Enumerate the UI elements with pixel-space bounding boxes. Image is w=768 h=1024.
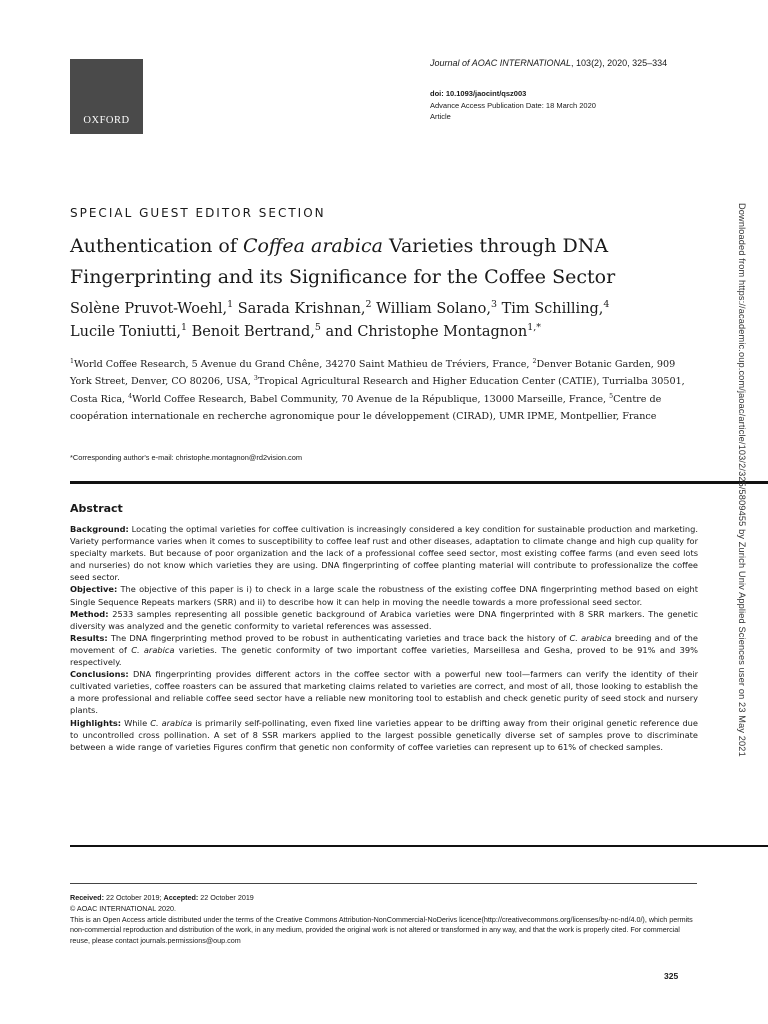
abstract-method: Method: 2533 samples representing all possible genetic background of Arabica varieties were DNA fingerprinted with 8 SRR markers. The genetic diversity was analyzed and the genetic conformity to varietal references was assessed.: [70, 608, 698, 631]
abstract-highlights: Highlights: While C. arabica is primarily self-pollinating, even fixed line varieties appear to be drifting away from their original genetic reference due to uncontrolled cross pollination. A set of 8 SSR markers applied to the largest possible genetically diverse set of samples prove to discriminate between a wide range of varieties Figures confirm that genetic non conformity of coffee varieties can represent up to 61% of checked samples.: [70, 717, 698, 752]
title-part: Varieties through DNA Fingerprinting and its Significance for the Coffee Sector: [70, 235, 616, 288]
article-meta: [430, 88, 596, 123]
abstract-background: Background: Locating the optimal varieties for coffee cultivation is increasingly considered a key condition for sustainable production and marketing. Variety performance varies when it comes to susceptibility to coffee leaf rust and other diseases, adaptation to climate change and high cup quality for specialty markets. But because of poor organization and the lack of a professional coffee seed sector, most existing coffee farms (and even seed lots and nurseries) do not know which varieties they are using. DNA fingerprinting of coffee planting material will contribute to professionalize the coffee seed sector.: [70, 524, 698, 583]
page-number: 325: [664, 971, 679, 981]
abstract-body: [70, 523, 698, 753]
author: Benoit Bertrand,$^5$: [187, 322, 321, 340]
affiliation: Tropical Agricultural Research and Higher Education Center (CATIE), Turrialba 30501, Costa Rica,: [70, 376, 685, 405]
access-date: Advance Access Publication Date: 18 March 2020: [430, 100, 596, 110]
abstract-conclusions: Conclusions: DNA fingerprinting provides different actors in the coffee sector with a powerful new tool—farmers can verify the identity of their cultivated varieties, coffee roasters can be assured that marketing claims related to varieties are correct, and most of all, those looking to establish the a more professional and reliable coffee seed sector have a reliable new monitoring tool to establish and check genetic purity of seed stock and nursery plants.: [70, 669, 698, 716]
author: William Solano,$^3$: [371, 299, 497, 317]
author: Lucile Toniutti,$^1$: [70, 322, 188, 340]
journal-volume: , 103(2), 2020, 325–334: [571, 58, 668, 68]
footer-notes: [70, 893, 698, 947]
author: Solène Pruvot-Woehl,$^1$: [70, 299, 234, 317]
affiliations: $^1$World Coffee Research, 5 Avenue du Grand Chêne, 34270 Saint Mathieu de Tréviers, France, $^2$Denver Botanic Garden, 909 York Street, Denver, CO 80206, USA, $^3$Tropical Agricultural Research and Higher Education Center (CATIE), Turrialba 30501, Costa Rica, $^4$World Coffee Research, Babel Community, 70 Avenue de la République, 13000 Marseille, France, $^5$Centre de coopération internationale en recherche agronomique pour le développement (CIRAD), UMR IPME, Montpellier, France: [70, 357, 685, 422]
affiliation: Denver Botanic Garden, 909 York Street, Denver, CO 80206, USA,: [70, 359, 676, 388]
corresponding-author: *Corresponding author's e-mail: christophe.montagnon@rd2vision.com: [70, 453, 302, 462]
abstract-results: Results: The DNA fingerprinting method proved to be robust in authenticating varieties and trace back the history of C. arabica breeding and of the movement of C. arabica varieties. The genetic conformity of two important coffee varieties, Marseillesa and Gesha, proved to be 91% and 39% respectively.: [70, 632, 698, 668]
copyright: © AOAC INTERNATIONAL 2020.: [70, 903, 176, 913]
footer-divider: [70, 883, 697, 884]
download-note-text[interactable]: Downloaded from https://academic.oup.com/jaoac/article/103/2/325/5809455 by Zurich Univ Applied Sciences user on 23 May 2021: [737, 203, 747, 757]
author: Sarada Krishnan,$^2$: [233, 299, 372, 317]
divider: [70, 845, 768, 847]
article-title: [70, 231, 720, 293]
section-label: SPECIAL GUEST EDITOR SECTION: [70, 206, 326, 220]
doi[interactable]: doi: 10.1093/jaocint/qsz003: [430, 89, 527, 98]
logo-text: OXFORD: [83, 115, 130, 126]
divider: [70, 481, 768, 484]
abstract-heading: Abstract: [70, 502, 123, 515]
author-list: [70, 298, 710, 344]
license-text: This is an Open Access article distributed under the terms of the Creative Commons Attribution-NonCommercial-NoDerivs licence(http://creativecommons.org/licenses/by-nc-nd/4.0/), which permits non-commercial reproduction and distribution of the work, in any medium, provided the original work is not altered or transformed in any way, and that the work is properly cited. For commercial reuse, please contact journals.permissions@oup.com: [70, 914, 693, 946]
affiliation: World Coffee Research, 5 Avenue du Grand Chêne, 34270 Saint Mathieu de Tréviers, France,: [73, 359, 533, 370]
title-part: Authentication of: [70, 235, 243, 257]
title-species: Coffea arabica: [242, 235, 383, 257]
abstract-objective: Objective: The objective of this paper is i) to check in a large scale the robustness of the existing coffee DNA fingerprinting method based on eight Single Sequence Repeats markers (SRR) and ii) to describe how it can help in moving the needle towards a more professional seed sector.: [70, 584, 698, 607]
author: and Christophe Montagnon$^{1,*}$: [320, 322, 541, 340]
author: Tim Schilling,$^4$: [496, 299, 610, 317]
journal-name: Journal of AOAC INTERNATIONAL: [430, 58, 572, 68]
oxford-logo: [70, 59, 143, 134]
download-note: [735, 203, 747, 823]
affiliation: World Coffee Research, Babel Community, 70 Avenue de la République, 13000 Marseille, France,: [132, 393, 610, 405]
affiliation: Centre de coopération internationale en recherche agronomique pour le développement (CIRAD), UMR IPME, Montpellier, France: [70, 393, 662, 422]
dates-line: Received: 22 October 2019; Accepted: 22 October 2019: [70, 893, 254, 902]
article-type: Article: [430, 112, 451, 121]
journal-citation: [430, 58, 667, 68]
